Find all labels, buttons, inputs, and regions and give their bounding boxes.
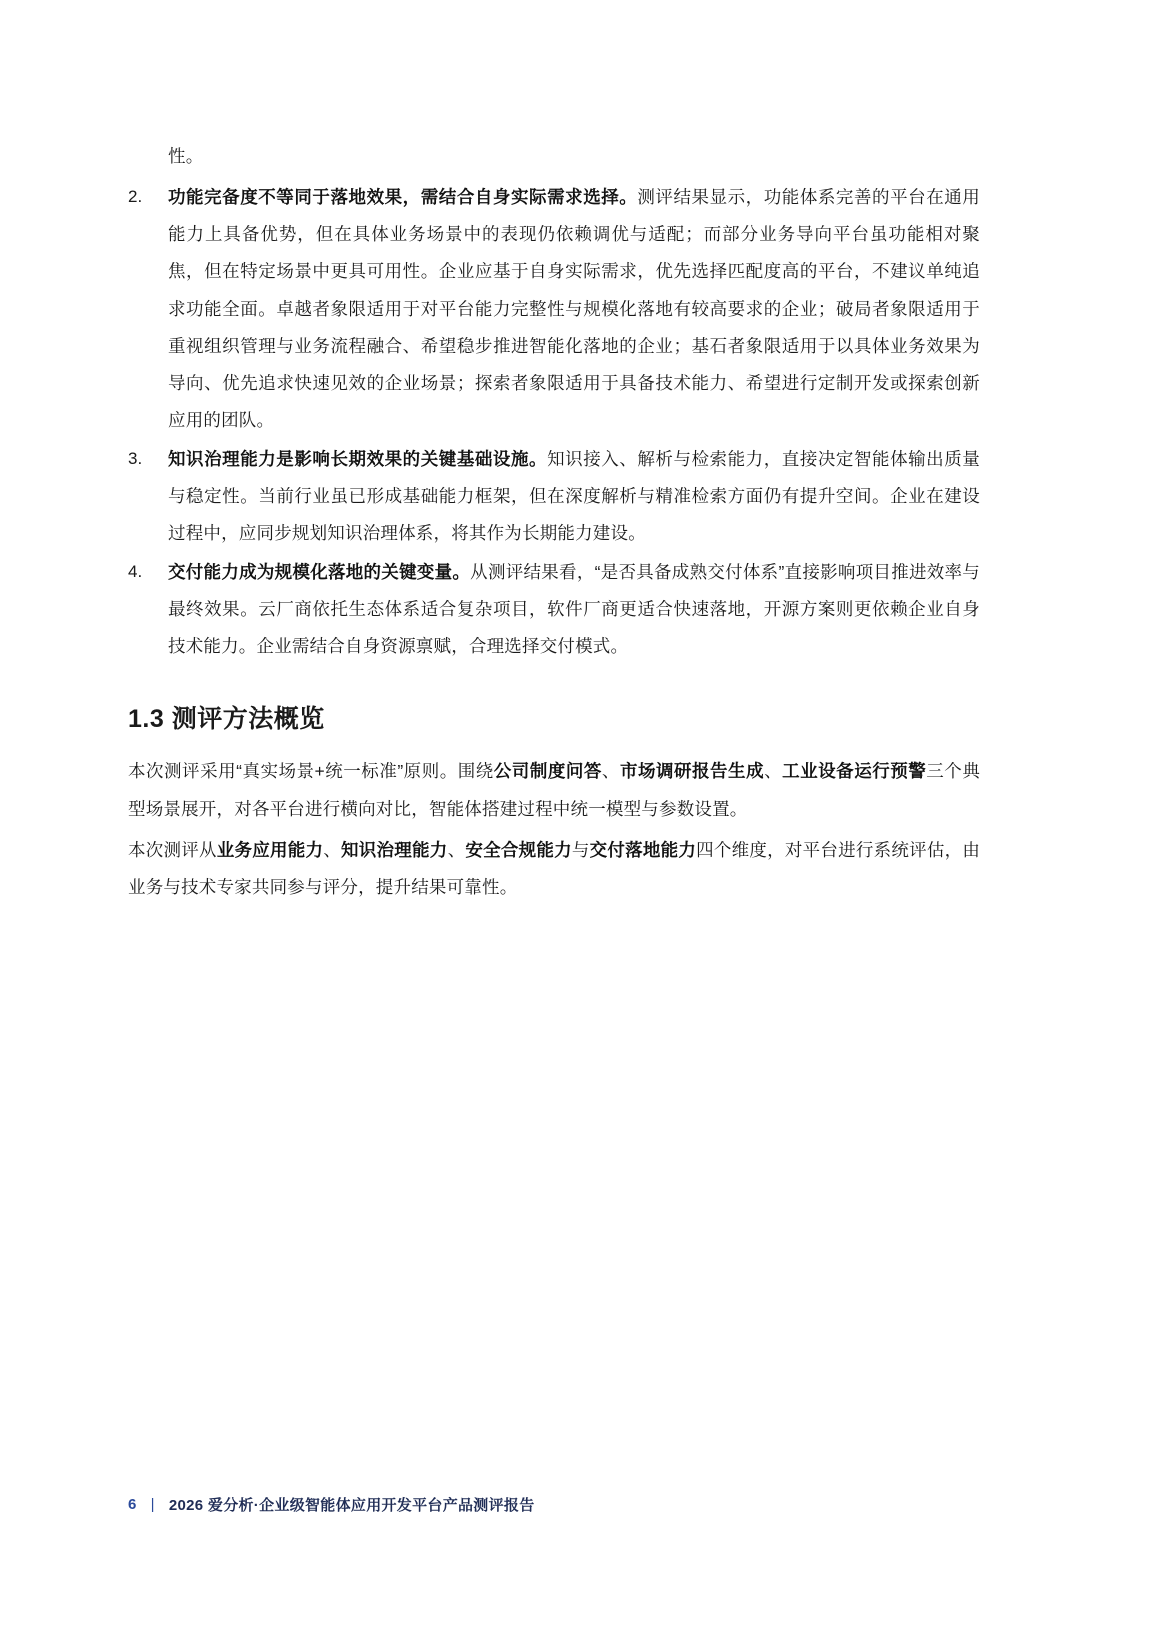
list-item-number: 3. [128, 448, 143, 468]
list-item [128, 179, 980, 439]
list-item-lead: 交付能力成为规模化落地的关键变量。 [168, 562, 471, 583]
emphasis-text: 安全合规能力 [465, 839, 572, 860]
plain-text: 三个典型场景展开，对各平台进行横向对比，智能体搭建过程中统一模型与参数设置。 [128, 761, 981, 819]
emphasis-text: 业务应用能力 [216, 839, 324, 860]
list-item-number: 4. [128, 562, 143, 582]
list-item-text [168, 554, 980, 665]
plain-text: 、 [601, 761, 620, 782]
plain-text: 与 [571, 839, 590, 860]
list-item-lead: 功能完备度不等同于落地效果，需结合自身实际需求选择。 [168, 187, 638, 208]
plain-text: 、 [447, 839, 466, 860]
list-item-body: 从测评结果看，“是否具备成熟交付体系”直接影响项目推进效率与最终效果。云厂商依托生态体系适合复杂项目，软件厂商更适合快速落地，开源方案则更依赖企业自身技术能力。企业需结合自身资源禀赋，合理选择交付模式。 [168, 562, 980, 657]
footer-page-number: 6 [128, 1496, 137, 1513]
page-footer [128, 1494, 535, 1515]
plain-text: 、 [323, 839, 342, 860]
numbered-list [128, 179, 980, 665]
emphasis-text: 工业设备运行预警 [782, 761, 927, 782]
list-item-body: 测评结果显示，功能体系完善的平台在通用能力上具备优势，但在具体业务场景中的表现仍依赖调优与适配；而部分业务导向平台虽功能相对聚焦，但在特定场景中更具可用性。企业应基于自身实际需求，优先选择匹配度高的平台，不建议单纯追求功能全面。卓越者象限适用于对平台能力完整性与规模化落地有较高要求的企业；破局者象限适用于重视组织管理与业务流程融合、希望稳步推进智能化落地的企业；基石者象限适用于以具体业务效果为导向、优先追求快速见效的企业场景；探索者象限适用于具备技术能力、希望进行定制开发或探索创新应用的团队。 [168, 187, 980, 430]
plain-text: 、 [764, 761, 783, 782]
footer-separator: | [150, 1496, 155, 1513]
list-item-number: 2. [128, 187, 143, 207]
emphasis-text: 市场调研报告生成 [619, 761, 765, 782]
emphasis-text: 知识治理能力 [341, 839, 448, 860]
list-item [128, 441, 980, 552]
plain-text: 本次测评采用“真实场景+统一标准”原则。围绕 [128, 761, 494, 782]
list-item-text [168, 441, 980, 552]
orphan-text-line: 性。 [168, 146, 204, 166]
list-item [128, 554, 980, 665]
page-content [128, 140, 980, 910]
footer-title: 2026 爱分析·企业级智能体应用开发平台产品测评报告 [168, 1497, 535, 1514]
plain-text: 四个维度，对平台进行系统评估，由业务与技术专家共同参与评分，提升结果可靠性。 [128, 839, 981, 897]
section-heading: 1.3 测评方法概览 [128, 705, 325, 734]
plain-text: 本次测评从 [128, 839, 217, 860]
list-item-body: 知识接入、解析与检索能力，直接决定智能体输出质量与稳定性。当前行业虽已形成基础能力框架，但在深度解析与精准检索方面仍有提升空间。企业在建设过程中，应同步规划知识治理体系，将其作为长期能力建设。 [168, 448, 980, 544]
emphasis-text: 公司制度问答 [493, 761, 602, 782]
list-item-text [168, 179, 980, 439]
emphasis-text: 交付落地能力 [589, 839, 697, 860]
section-paragraph-2 [128, 832, 980, 906]
list-item-lead: 知识治理能力是影响长期效果的关键基础设施。 [168, 448, 548, 469]
section-paragraph-1 [128, 753, 980, 827]
